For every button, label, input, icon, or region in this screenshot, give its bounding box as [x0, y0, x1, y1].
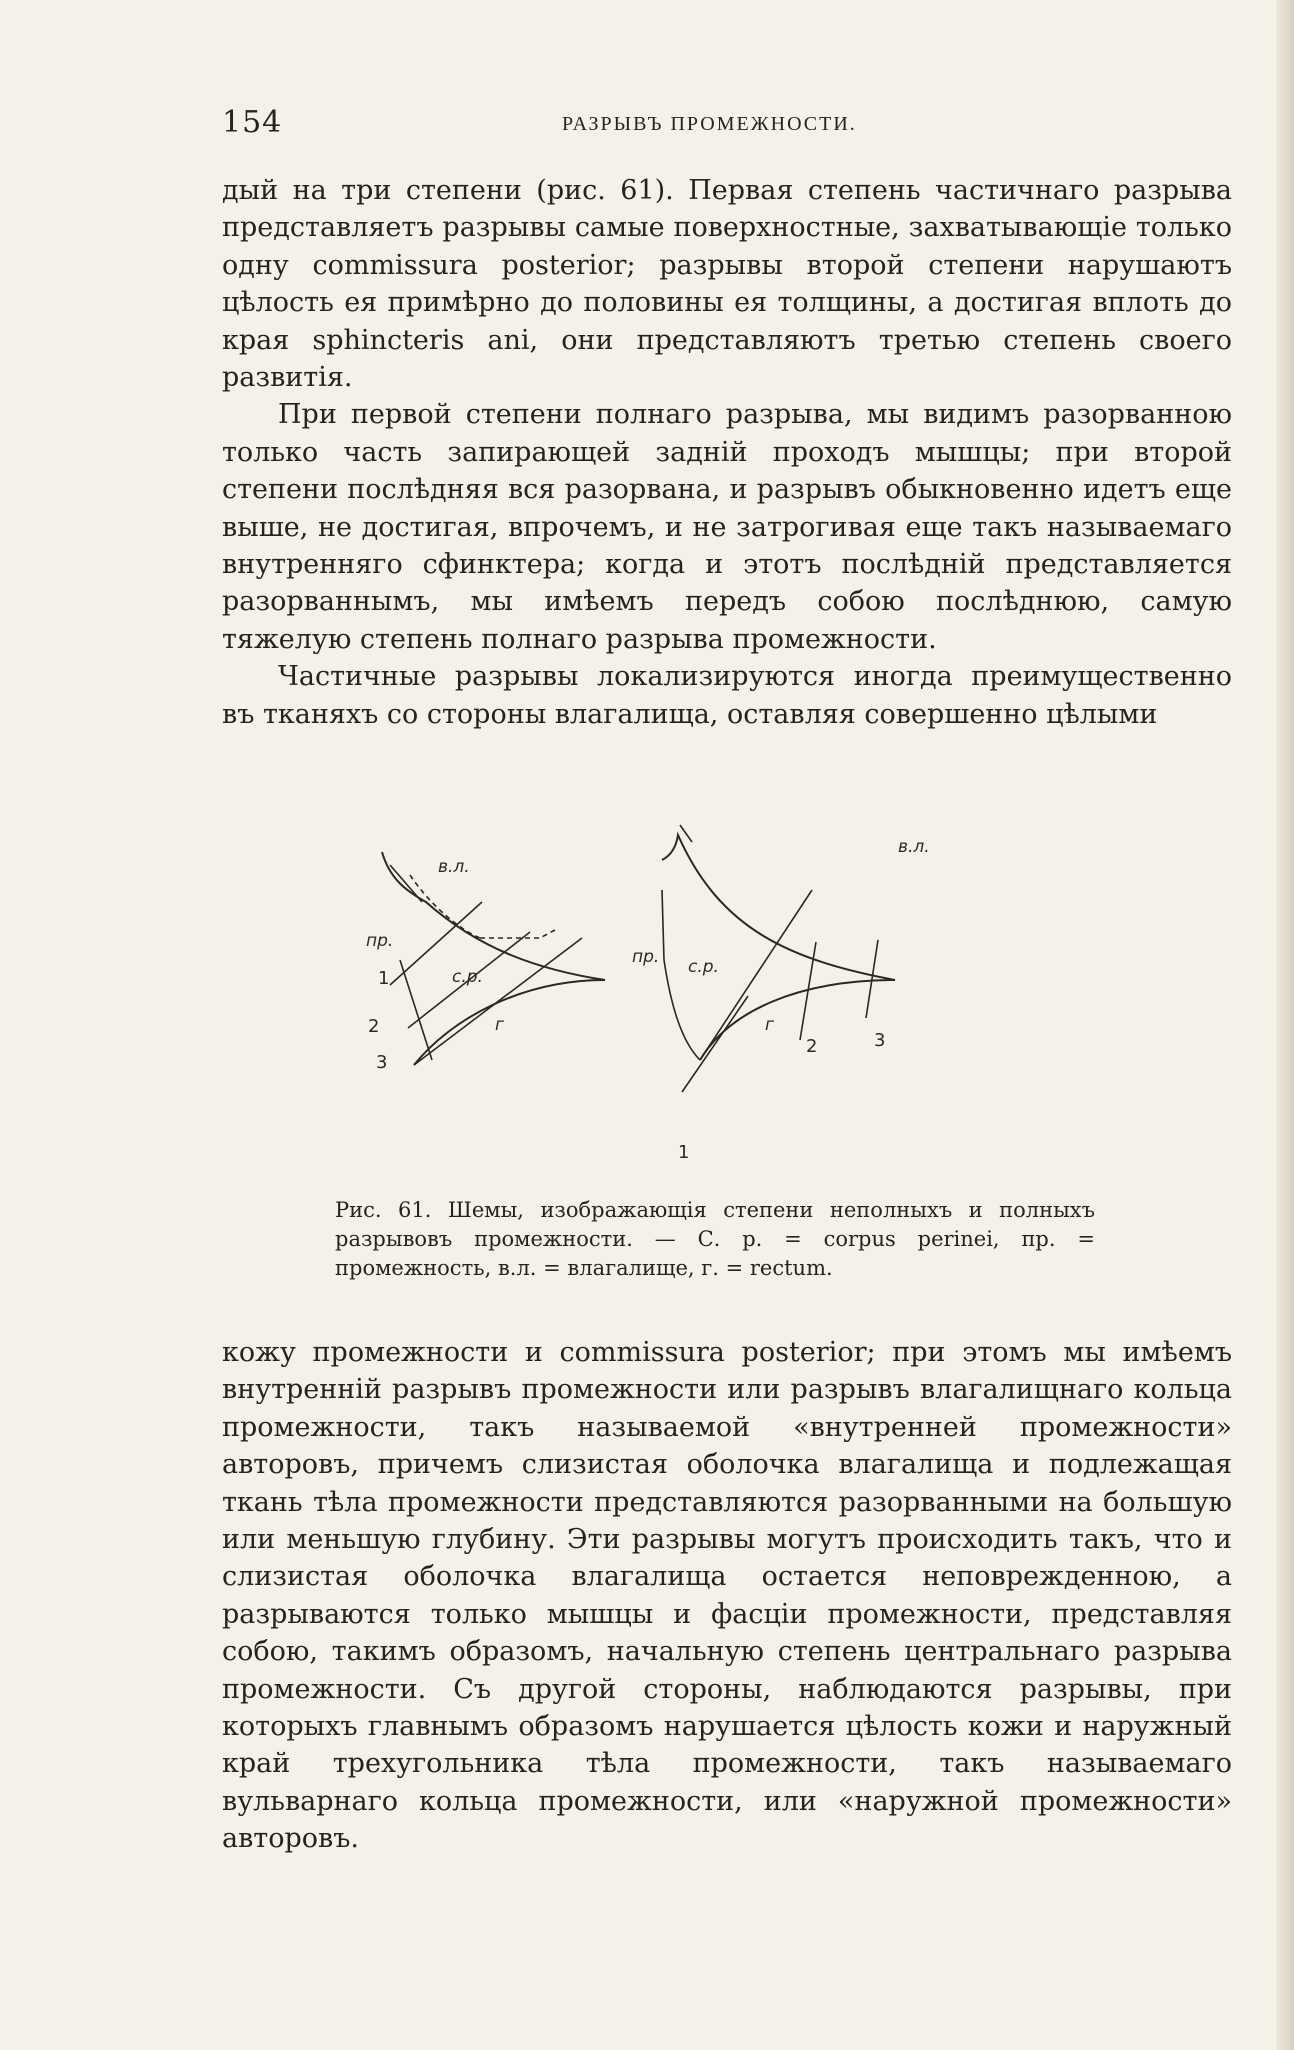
label-3: 3 [874, 1030, 886, 1051]
page-number: 154 [222, 105, 283, 140]
line-3 [866, 940, 878, 1018]
top-mark [680, 825, 692, 842]
body-text-top [222, 172, 1232, 733]
paragraph: При первой степени полнаго разрыва, мы видимъ разорванною только часть запирающей заднiй проходъ мышцы; при второй степени послѣдняя вся разорвана, и разрывъ обыкновенно идетъ еще выше, не достигая, впрочемъ, и не затрогивая еще такъ называемаго внутренняго сфинктера; когда и этотъ послѣднiй представляется разорваннымъ, мы имѣемъ передъ собою послѣднюю, самую тяжелую степень полнаго разрыва промежности. [222, 399, 1232, 655]
label-sr: с.р. [688, 957, 719, 977]
running-head: РАЗРЫВЪ ПРОМЕЖНОСТИ. [562, 113, 857, 135]
lower-curve [700, 980, 895, 1060]
figure-caption [335, 1196, 1095, 1283]
dashed-line [480, 930, 555, 938]
label-pr: пр. [632, 947, 660, 967]
label-pr: пр. [366, 931, 394, 951]
label-vl: в.л. [438, 857, 470, 877]
label-vl: в.л. [898, 837, 930, 857]
line-1-ext [682, 996, 748, 1092]
vagina-line [390, 865, 422, 902]
caption-text: Рис. 61. Шемы, изображающія степени неполныхъ и полныхъ разрывовъ промежности. — С. р. = corpus perinei, пр. = промежность, в.л. = влагалище, г. = rectum. [335, 1198, 1095, 1280]
axis-line [400, 960, 432, 1060]
left-schematic [366, 852, 605, 1073]
dashed-curve [410, 875, 480, 938]
page-edge-shadow [1276, 0, 1294, 2050]
label-3: 3 [376, 1052, 388, 1073]
paragraph: дый на три степени (рис. 61). Первая степень частичнаго разрыва представляетъ разрывы самые поверхностные, захватывающіе только одну commissura posterior; разрывы второй степени нарушаютъ цѣлость ея примѣрно до половины ея толщины, а достигая вплоть до края sphincteris ani, они представляютъ третью степень своего развитія. [222, 175, 1232, 394]
schematic-diagrams [366, 810, 1100, 1180]
paragraph: кожу промежности и commissura posterior; при этомъ мы имѣемъ внутреннiй разрывъ промежности или разрывъ влагалищнаго кольца промежности, такъ называемой «внутренней промежности» авторовъ, причемъ слизистая оболочка влагалища и подлежащая ткань тѣла промежности представляются разорванными на большую или меньшую глубину. Эти разрывы могутъ происходить такъ, что и слизистая оболочка влагалища остается неповрежденною, а разрываются только мышцы и фасціи промежности, представляя собою, такимъ образомъ, начальную степень центральнаго разрыва промежности. Съ другой стороны, наблюдаются разрывы, при которыхъ главнымъ образомъ нарушается цѣлость кожи и наружный край трехугольника тѣла промежности, такъ называемаго вульварнаго кольца промежности, или «наружной промежности» авторовъ. [222, 1337, 1232, 1855]
label-1: 1 [678, 1142, 690, 1163]
paragraph: Частичные разрывы локализируются иногда преимущественно въ тканяхъ со стороны влагалища, оставляя совершенно цѣлыми [222, 661, 1232, 730]
label-g: г [765, 1015, 774, 1035]
body-text-bottom [222, 1334, 1232, 1858]
label-1: 1 [378, 968, 390, 989]
page-header [222, 105, 1232, 145]
label-sr: с.р. [452, 967, 483, 987]
label-2: 2 [368, 1016, 380, 1037]
label-2: 2 [806, 1036, 818, 1057]
label-g: г [495, 1015, 504, 1035]
right-schematic [632, 825, 930, 1163]
figure-61 [366, 810, 1100, 1180]
